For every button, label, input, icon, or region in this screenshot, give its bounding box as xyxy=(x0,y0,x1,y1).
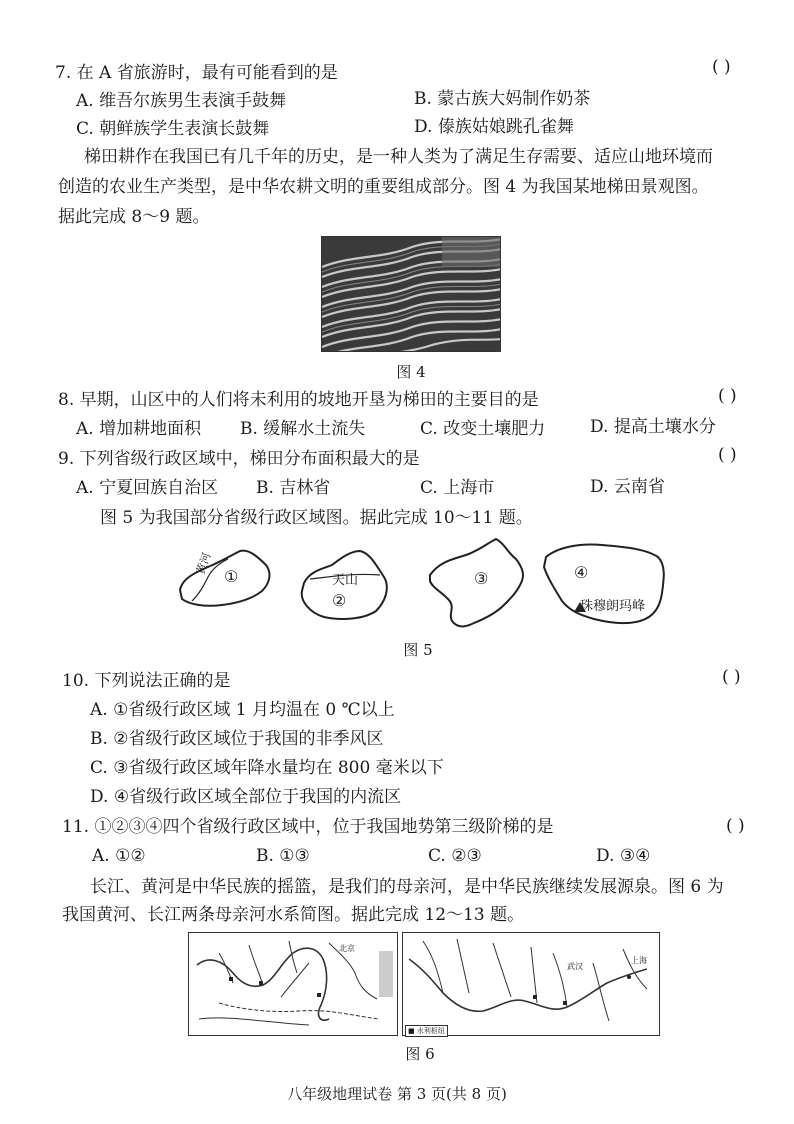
province-outline-map xyxy=(170,535,680,635)
q7-option-c: C. 朝鲜族学生表演长鼓舞 xyxy=(76,119,270,139)
q9-answer-paren: ( ) xyxy=(718,445,737,465)
q10-option-a: A. ①省级行政区域 1 月均温在 0 ℃以上 xyxy=(90,700,395,720)
intro-8-9-line3: 据此完成 8～9 题。 xyxy=(58,207,210,227)
region-3-number: ③ xyxy=(474,569,489,588)
q11-option-c: C. ②③ xyxy=(428,846,482,866)
q8-option-d: D. 提高土壤水分 xyxy=(590,417,716,437)
q9-option-a: A. 宁夏回族自治区 xyxy=(76,478,219,498)
q7-answer-paren: ( ) xyxy=(712,57,731,77)
intro-8-9-line2: 创造的农业生产类型，是中华农耕文明的重要组成部分。图 4 为我国某地梯田景观图。 xyxy=(58,177,709,197)
q10-option-d: D. ④省级行政区域全部位于我国的内流区 xyxy=(90,787,402,807)
q11-option-a: A. ①② xyxy=(92,846,146,866)
yangtze-river-map xyxy=(402,932,660,1036)
q8-option-c: C. 改变土壤肥力 xyxy=(420,419,546,439)
q8-stem: 8. 早期，山区中的人们将未利用的坡地开垦为梯田的主要目的是 xyxy=(58,390,539,410)
q10-answer-paren: ( ) xyxy=(722,667,741,687)
figure4-caption: 图 4 xyxy=(396,363,426,381)
q10-option-c: C. ③省级行政区域年降水量均在 800 毫米以下 xyxy=(90,758,444,778)
q11-option-d: D. ③④ xyxy=(596,846,651,866)
region-1-river-label: 黄河 xyxy=(193,551,214,577)
page-footer: 八年级地理试卷 第 3 页(共 8 页) xyxy=(287,1085,507,1103)
intro-12-13-line1: 长江、黄河是中华民族的摇篮，是我们的母亲河，是中华民族继续发展源泉。图 6 为 xyxy=(90,877,724,897)
q9-option-b: B. 吉林省 xyxy=(256,478,331,498)
yellow-river-map xyxy=(188,932,398,1036)
q8-option-a: A. 增加耕地面积 xyxy=(76,419,202,439)
q11-answer-paren: ( ) xyxy=(726,816,745,836)
region-1-number: ① xyxy=(224,567,239,586)
q11-stem: 11. ①②③④四个省级行政区域中，位于我国地势第三级阶梯的是 xyxy=(62,817,554,837)
intro-8-9-line1: 梯田耕作在我国已有几千年的历史，是一种人类为了满足生存需要、适应山地环境而 xyxy=(84,147,713,167)
region-2-number: ② xyxy=(332,591,347,610)
figure6-caption: 图 6 xyxy=(405,1045,435,1063)
q9-option-d: D. 云南省 xyxy=(590,477,665,497)
q7-stem: 7. 在 A 省旅游时，最有可能看到的是 xyxy=(55,63,338,83)
q9-option-c: C. 上海市 xyxy=(420,478,495,498)
q7-option-d: D. 傣族姑娘跳孔雀舞 xyxy=(414,117,574,137)
q9-stem: 9. 下列省级行政区域中，梯田分布面积最大的是 xyxy=(58,449,420,469)
q8-answer-paren: ( ) xyxy=(718,386,737,406)
region-2-mountain-label: 天山 xyxy=(332,573,359,588)
q11-option-b: B. ①③ xyxy=(256,846,310,866)
q10-option-b: B. ②省级行政区域位于我国的非季风区 xyxy=(90,729,384,749)
terrace-photo xyxy=(321,236,501,352)
q7-option-a: A. 维吾尔族男生表演手鼓舞 xyxy=(76,91,287,111)
q7-option-b: B. 蒙古族大妈制作奶茶 xyxy=(414,89,591,109)
map-legend: ■ 水利枢纽 xyxy=(405,1025,448,1037)
intro-10-11: 图 5 为我国部分省级行政区域图。据此完成 10～11 题。 xyxy=(100,508,533,528)
beijing-label: 北京 xyxy=(339,944,355,953)
region-4-peak-label: 珠穆朗玛峰 xyxy=(580,599,646,614)
q8-option-b: B. 缓解水土流失 xyxy=(240,419,366,439)
region-4-number: ④ xyxy=(574,563,589,582)
intro-12-13-line2: 我国黄河、长江两条母亲河水系简图。据此完成 12～13 题。 xyxy=(62,905,525,925)
q10-stem: 10. 下列说法正确的是 xyxy=(62,671,231,691)
shanghai-label: 上海 xyxy=(631,956,647,965)
figure5-caption: 图 5 xyxy=(403,641,433,659)
wuhan-label: 武汉 xyxy=(567,962,583,971)
